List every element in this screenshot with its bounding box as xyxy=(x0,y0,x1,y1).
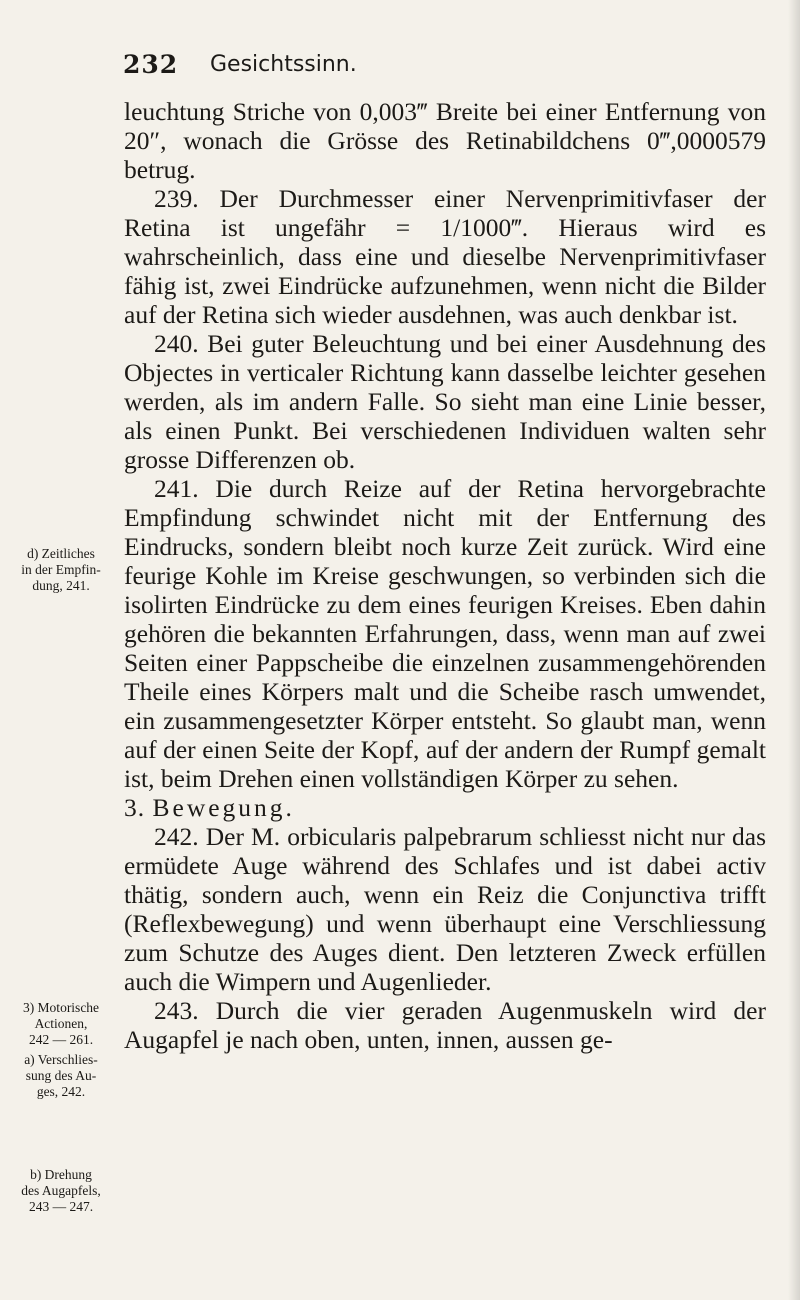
margin-note-line: b) Drehung xyxy=(30,1167,92,1182)
page-edge-shadow xyxy=(788,0,800,1300)
paragraph-242: 242. Der M. orbicularis palpebrarum schliesst nicht nur das ermüdete Auge während des Schlafes und ist dabei activ thätig, sondern auch, wenn ein Reiz die Conjunctiva trifft (Reflexbewegung) und wenn überhaupt eine Verschliessung zum Schutze des Auges dient. Den letzteren Zweck erfüllen auch die Wimpern und Augenlieder. xyxy=(124,822,766,996)
margin-note-line: Actionen, xyxy=(34,1016,88,1031)
running-head xyxy=(0,50,800,82)
paragraph-239: 239. Der Durchmesser einer Nervenprimitivfaser der Retina ist ungefähr = 1/1000‴. Hieraus wird es wahrscheinlich, dass eine und dieselbe Nervenprimitivfaser fähig ist, zwei Eindrücke aufzunehmen, wenn nicht die Bilder auf der Retina sich wieder ausdehnen, was auch denkbar ist. xyxy=(124,184,766,329)
margin-note-motorische xyxy=(4,1000,118,1048)
margin-note-drehung xyxy=(4,1167,118,1215)
margin-note-line: sung des Au- xyxy=(25,1068,97,1083)
margin-note-line: d) Zeitliches xyxy=(27,546,95,561)
paragraph-240: 240. Bei guter Beleuchtung und bei einer Ausdehnung des Objectes in verticaler Richtung kann dasselbe leichter gesehen werden, als im andern Falle. So sieht man eine Linie besser, als einen Punkt. Bei verschiedenen Individuen walten sehr grosse Differenzen ob. xyxy=(124,329,766,474)
paragraph-243: 243. Durch die vier geraden Augenmuskeln wird der Augapfel je nach oben, unten, innen, aussen ge- xyxy=(124,996,766,1054)
body-text xyxy=(124,97,766,1054)
section-heading xyxy=(124,793,766,822)
paragraph-continued: leuchtung Striche von 0,003‴ Breite bei einer Entfernung von 20″, wonach die Grösse des Retinabildchens 0‴,0000579 betrug. xyxy=(124,97,766,184)
margin-note-line: 3) Motorische xyxy=(22,1000,100,1015)
margin-note-line: des Augapfels, xyxy=(21,1183,101,1198)
paragraph-241: 241. Die durch Reize auf der Retina hervorgebrachte Empfindung schwindet nicht mit der Entfernung des Eindrucks, sondern bleibt noch kurze Zeit zurück. Wird eine feurige Kohle im Kreise geschwungen, so verbinden sich die isolirten Eindrücke zu dem eines feurigen Kreises. Eben dahin gehören die bekannten Erfahrungen, dass, wenn man auf zwei Seiten einer Pappscheibe die einzelnen zusammengehörenden Theile eines Körpers malt und die Scheibe rasch umwendet, ein zusammengesetzter Körper entsteht. So glaubt man, wenn auf der einen Seite der Kopf, auf der andern der Rumpf gemalt ist, beim Drehen einen vollständigen Körper zu sehen. xyxy=(124,474,766,793)
page-number: 232 xyxy=(123,50,179,79)
section-title: Gesichtssinn. xyxy=(210,52,357,77)
margin-note-line: dung, 241. xyxy=(32,578,90,593)
margin-note-zeitliches xyxy=(4,546,118,594)
margin-note-verschliessung xyxy=(4,1052,118,1100)
margin-note-line: 242 — 261. xyxy=(28,1032,94,1047)
margin-note-line: a) Verschlies- xyxy=(24,1052,98,1067)
section-heading-number: 3. xyxy=(124,793,146,822)
margin-note-line: ges, 242. xyxy=(36,1084,86,1099)
margin-note-line: 243 — 247. xyxy=(28,1199,94,1214)
margin-note-line: in der Empfin- xyxy=(21,562,101,577)
section-heading-word: Bewegung. xyxy=(152,793,295,822)
